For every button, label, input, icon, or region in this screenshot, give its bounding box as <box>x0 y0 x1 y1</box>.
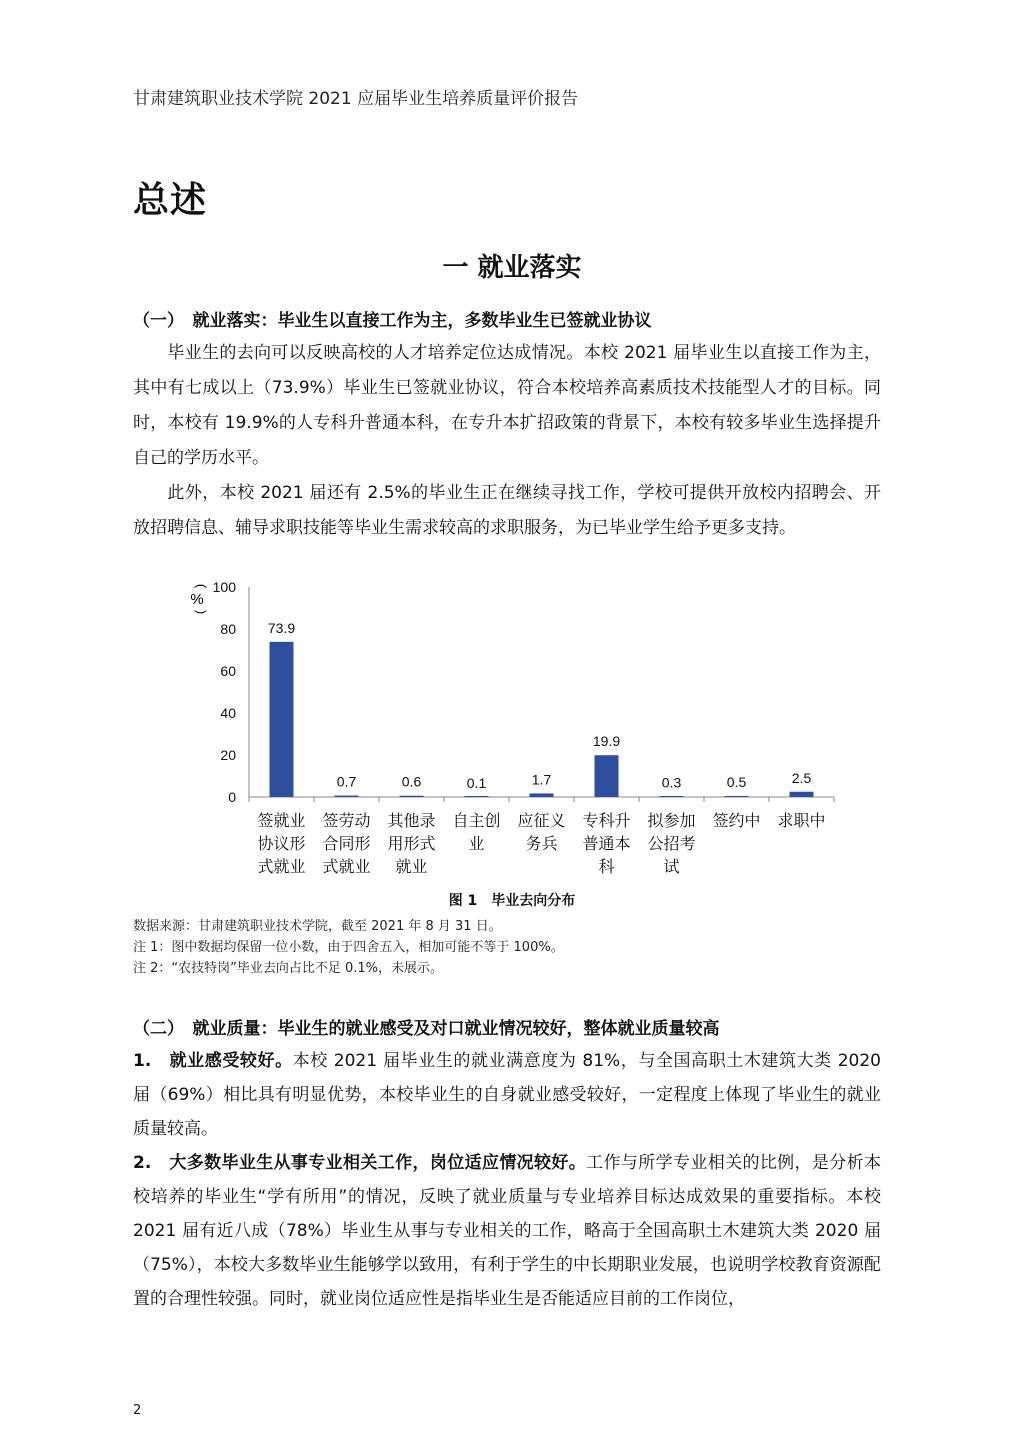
item-1-lead: 就业感受较好。 <box>169 1051 293 1071</box>
x-category-label-line: 签劳动 <box>322 811 371 830</box>
bar <box>465 796 489 797</box>
bar <box>400 796 424 797</box>
x-category-label-line: 业 <box>468 834 485 853</box>
x-category-label <box>322 811 370 876</box>
bar <box>335 796 359 797</box>
item-1-number: 1. <box>133 1051 152 1071</box>
y-axis-unit-paren-close: ) <box>194 609 209 615</box>
x-category-label-line: 科 <box>598 857 615 876</box>
data-source-note: 数据来源：甘肃建筑职业技术学院，截至 2021 年 8 月 31 日。 <box>133 919 502 934</box>
page-heading: 总述 <box>133 180 208 221</box>
x-category-label-line: 公招考 <box>647 834 696 853</box>
numbered-item-2 <box>133 1146 881 1316</box>
x-category-label <box>647 811 695 876</box>
x-category-label-line: 其他录 <box>387 811 436 830</box>
y-tick-label: 60 <box>220 663 236 679</box>
item-2-number: 2. <box>133 1153 152 1173</box>
y-axis-unit-text: % <box>190 591 204 608</box>
bar-value-label: 2.5 <box>791 769 812 786</box>
x-category-label-line: 应征义 <box>517 811 566 830</box>
bar-value-label: 73.9 <box>267 619 296 636</box>
x-category-label <box>582 811 630 876</box>
x-category-label-line: 试 <box>663 857 680 876</box>
x-category-label-line: 求职中 <box>777 811 826 830</box>
item-2-lead: 大多数毕业生从事专业相关工作，岗位适应情况较好。 <box>169 1153 587 1173</box>
bar <box>660 796 684 797</box>
y-axis-unit-label <box>190 584 209 614</box>
bar <box>725 796 749 797</box>
bar <box>595 755 619 797</box>
y-tick-label: 100 <box>212 579 236 595</box>
x-category-label-line: 就业 <box>395 857 428 876</box>
bar-value-label: 0.1 <box>466 774 487 791</box>
x-category-label <box>712 811 760 830</box>
x-category-label-line: 合同形 <box>322 834 371 853</box>
subsection-heading-2: （二） 就业质量：毕业生的就业感受及对口就业情况较好，整体就业质量较高 <box>133 1019 720 1039</box>
x-category-label-line: 协议形 <box>257 834 306 853</box>
x-category-label-line: 自主创 <box>452 811 501 830</box>
y-tick-label: 20 <box>220 747 236 763</box>
subsection-heading-1: （一） 就业落实：毕业生以直接工作为主，多数毕业生已签就业协议 <box>133 311 652 331</box>
item-1-text: 本校 2021 届毕业生的就业满意度为 81%，与全国高职土木建筑大类 2020 届（69%）相比具有明显优势，本校毕业生的自身就业感受较好，一定程度上体现了毕业生的就业质量较高。 <box>133 1051 882 1139</box>
x-category-label <box>387 811 435 876</box>
x-category-label-line: 签约中 <box>712 811 761 830</box>
x-category-label <box>452 811 500 853</box>
destination-bar-chart <box>0 560 1024 890</box>
paragraph-2 <box>133 476 881 546</box>
y-axis-unit-paren-open: ( <box>194 583 209 589</box>
footnote-2: 注 2：“农技特岗”毕业去向占比不足 0.1%，未展示。 <box>133 961 444 976</box>
x-category-label-line: 用形式 <box>387 834 436 853</box>
x-category-label-line: 签就业 <box>257 811 306 830</box>
section-title: 一 就业落实 <box>442 253 582 283</box>
x-category-label-line: 式就业 <box>322 857 371 876</box>
x-category-label <box>517 811 565 853</box>
bar-value-label: 0.3 <box>661 774 682 791</box>
bar-value-label: 1.7 <box>531 771 552 788</box>
bar <box>530 793 554 797</box>
y-tick-label: 40 <box>220 705 236 721</box>
y-tick-label: 80 <box>220 621 236 637</box>
bar <box>270 642 294 797</box>
paragraph-2-text: 此外，本校 2021 届还有 2.5%的毕业生正在继续寻找工作，学校可提供开放校内招聘会、开放招聘信息、辅导求职技能等毕业生需求较高的求职服务，为已毕业学生给予更多支持。 <box>133 483 881 538</box>
figure-caption: 图 1 毕业去向分布 <box>448 893 576 909</box>
item-2-text: 工作与所学专业相关的比例，是分析本校培养的毕业生“学有所用”的情况，反映了就业质量与专业培养目标达成效果的重要指标。本校 2021 届有近八成（78%）毕业生从事与专业相关的工作，略高于全国高职土木建筑大类 2020 届（75%），本校大多数毕业生能够学以致用，有利于学生的中长期职业发展，也说明学校教育资源配置的合理性较强。同时，就业岗位适应性是指毕业生是否能适应目前的工作岗位， <box>133 1153 882 1309</box>
numbered-item-1 <box>133 1044 881 1146</box>
bar-value-label: 19.9 <box>592 733 621 750</box>
bar-value-label: 0.7 <box>336 773 357 790</box>
bar-value-label: 0.5 <box>726 773 747 790</box>
x-category-label-line: 务兵 <box>525 834 558 853</box>
bar-value-label: 0.6 <box>401 773 422 790</box>
running-header: 甘肃建筑职业技术学院 2021 应届毕业生培养质量评价报告 <box>133 89 579 109</box>
y-tick-label: 0 <box>228 789 236 805</box>
paragraph-1 <box>133 336 881 476</box>
x-category-label-line: 专科升 <box>582 811 631 830</box>
footnote-1: 注 1：图中数据均保留一位小数，由于四舍五入，相加可能不等于 100%。 <box>133 940 564 955</box>
x-category-label <box>777 811 825 830</box>
bar <box>790 792 814 797</box>
paragraph-1-text: 毕业生的去向可以反映高校的人才培养定位达成情况。本校 2021 届毕业生以直接工作为主，其中有七成以上（73.9%）毕业生已签就业协议，符合本校培养高素质技术技能型人才的目标。同时，本校有 19.9%的人专科升普通本科，在专升本扩招政策的背景下，本校有较多毕业生选择提升自己的学历水平。 <box>133 343 881 468</box>
page-number: 2 <box>133 1403 142 1418</box>
x-category-label-line: 拟参加 <box>647 811 696 830</box>
x-category-label <box>257 811 305 876</box>
x-category-label-line: 式就业 <box>257 857 306 876</box>
x-category-label-line: 普通本 <box>582 834 631 853</box>
